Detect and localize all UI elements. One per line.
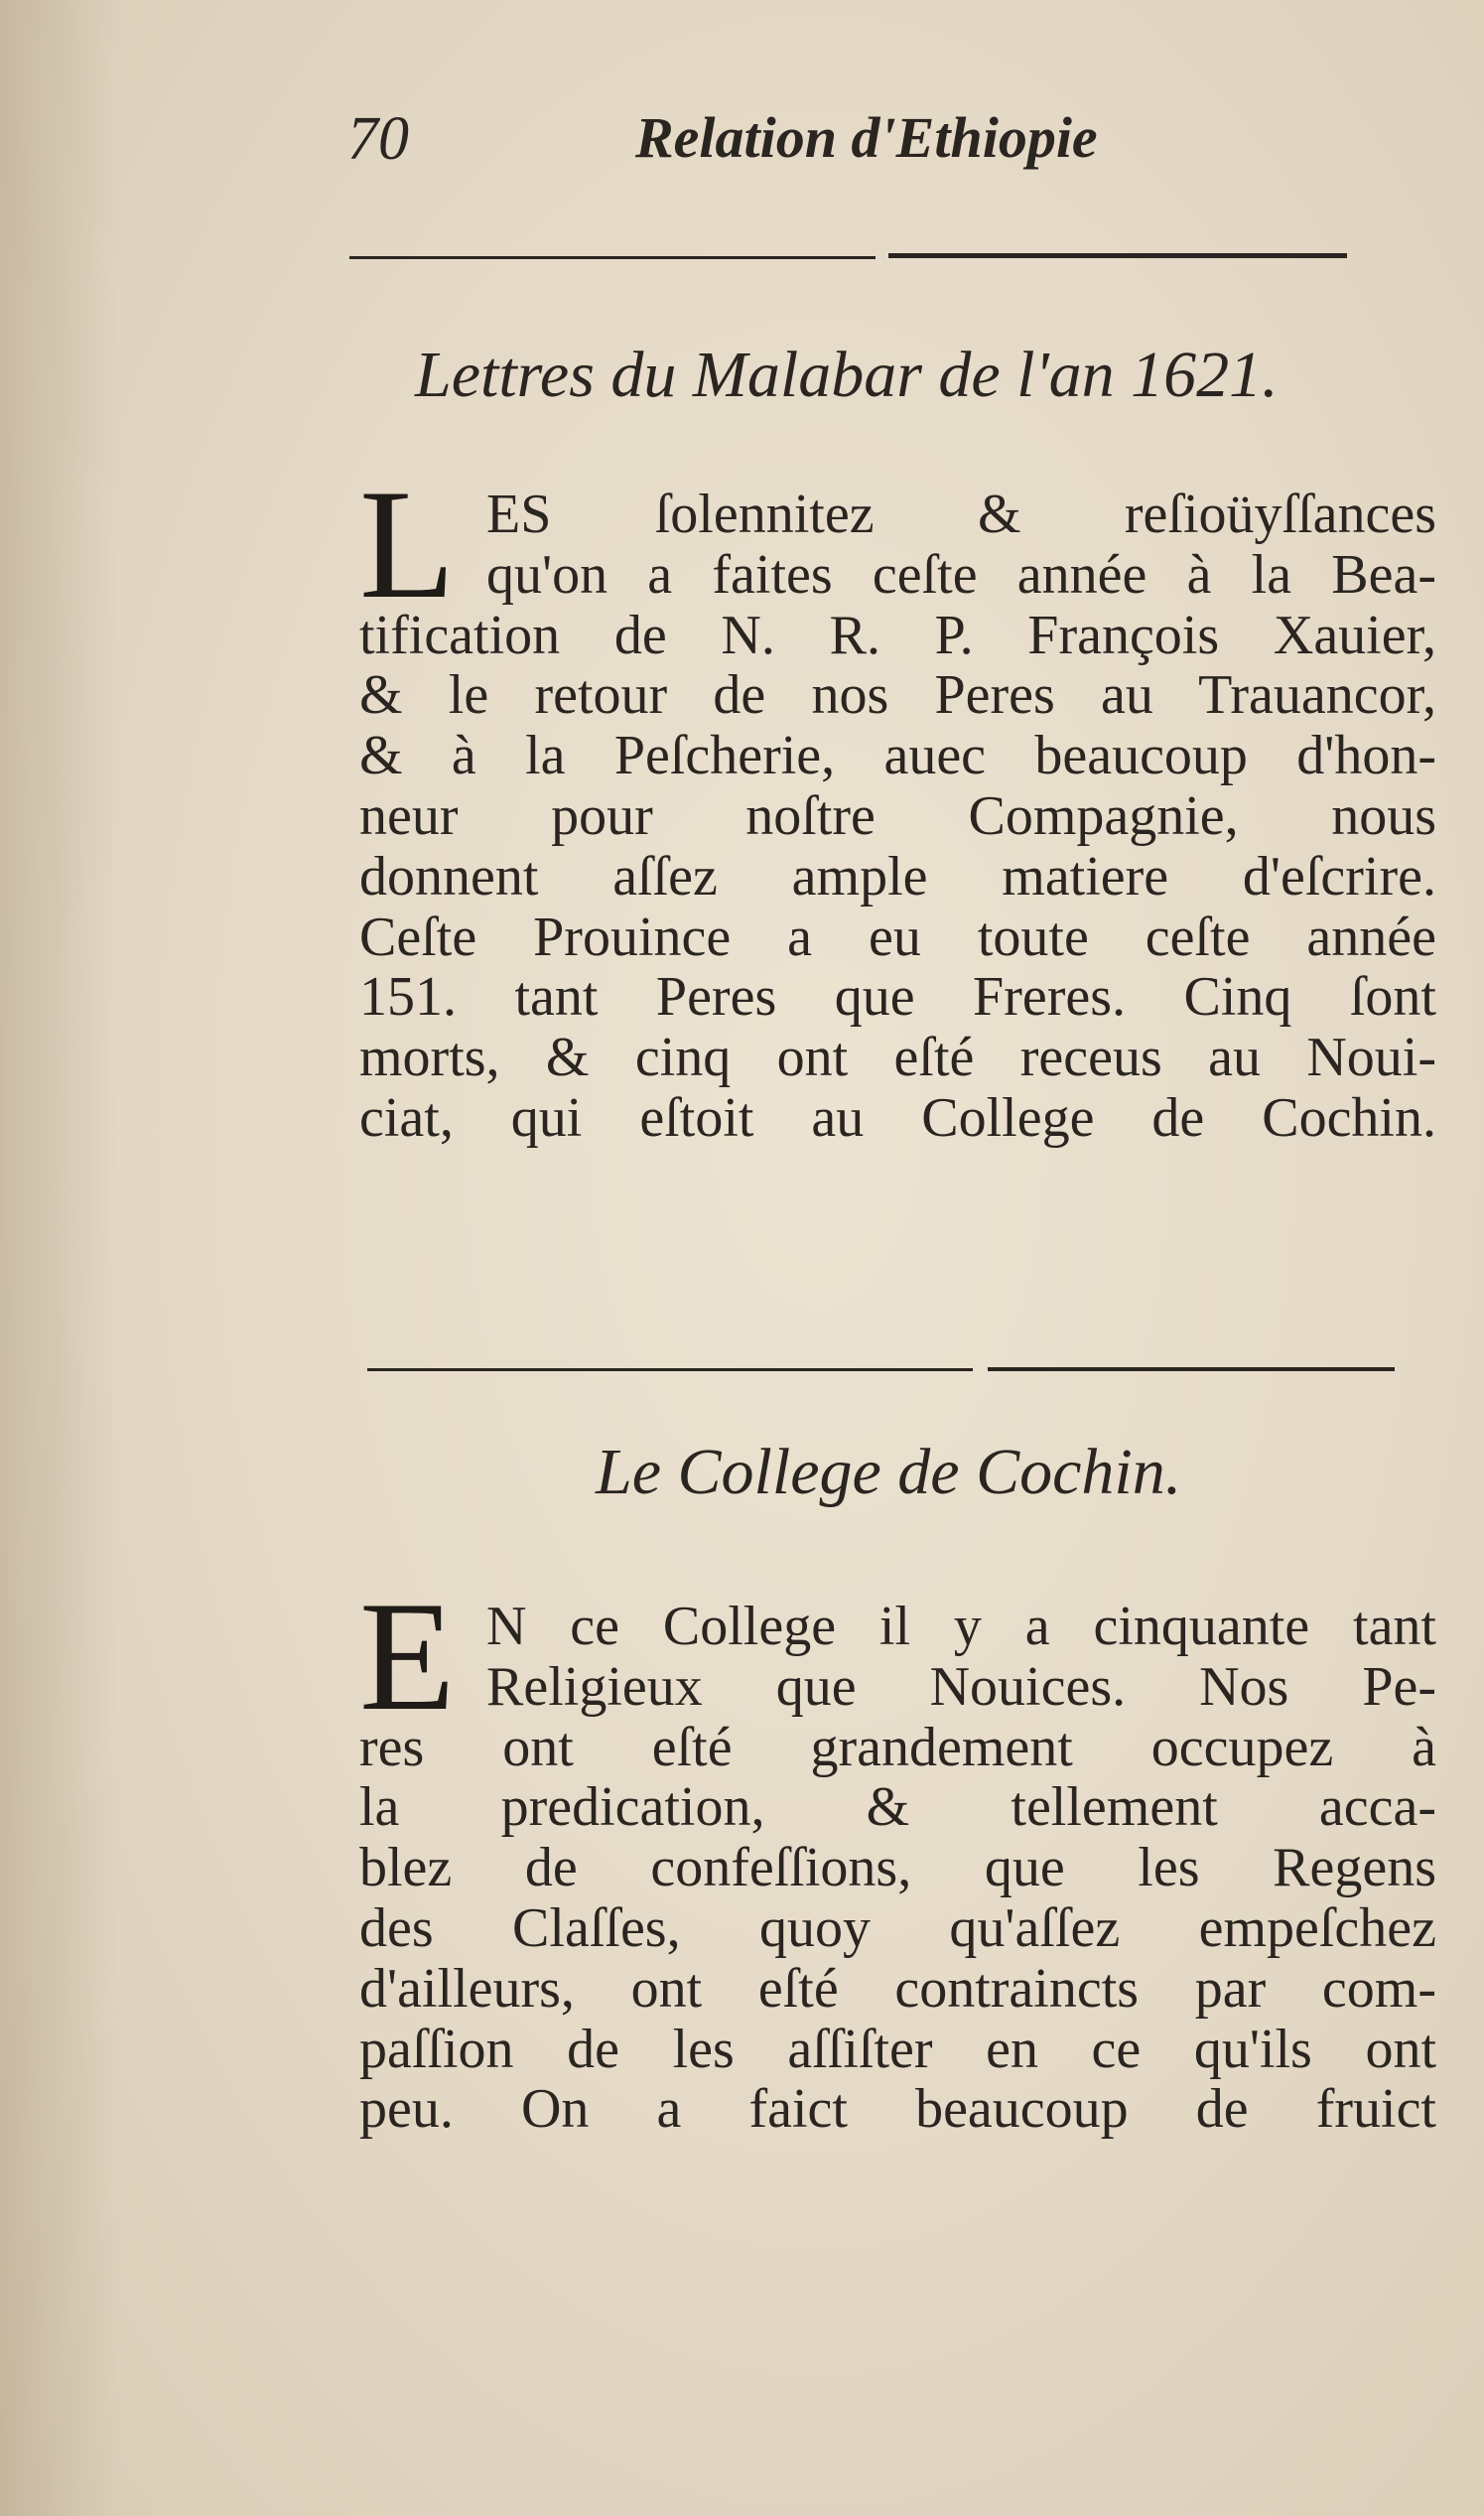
text-line: & à la Peſcherie, auec beaucoup d'hon- [359, 725, 1436, 787]
text-line: res ont eſté grandement occupez à [359, 1716, 1436, 1778]
drop-cap-l: L [359, 458, 456, 631]
text-line: qu'on a faites ceſte année à la Bea- [486, 543, 1436, 606]
text-line: ES ſolennitez & reſioüyſſances [486, 484, 1436, 545]
text-line: 151. tant Peres que Freres. Cinq ſont [359, 966, 1436, 1029]
text-line: ciat, qui eſtoit au College de Cochin. [359, 1086, 1436, 1149]
page-header [337, 104, 1390, 174]
text-line: peu. On a faict beaucoup de fruict [359, 2078, 1436, 2141]
page-number: 70 [347, 105, 409, 173]
text-line: d'ailleurs, ont eſté contraincts par com- [359, 1957, 1436, 2020]
header-rule-left [349, 256, 876, 259]
section-title-malabar: Lettres du Malabar de l'an 1621. [415, 339, 1279, 411]
text-line: donnent aſſez ample matiere d'eſcrire. [359, 845, 1436, 908]
paragraph-cochin [359, 1597, 1436, 2140]
text-line: Religieux que Nouices. Nos Pe- [486, 1655, 1436, 1718]
section-rule-left [367, 1368, 973, 1371]
section-title-cochin: Le College de Cochin. [596, 1436, 1182, 1508]
paragraph-malabar [359, 485, 1436, 1149]
header-rule-right [888, 253, 1347, 258]
text-line: blez de confeſſions, que les Regens [359, 1837, 1436, 1899]
text-line: la predication, & tellement acca- [359, 1776, 1436, 1839]
text-line: paſſion de les aſſiſter en ce qu'ils ont [359, 2018, 1436, 2080]
text-line: tification de N. R. P. François Xauier, [359, 604, 1436, 666]
text-line: N ce College il y a cinquante tant [486, 1596, 1436, 1657]
running-title: Relation d'Ethiopie [635, 105, 1098, 170]
drop-cap-e: E [359, 1570, 456, 1744]
text-line: des Claſſes, quoy qu'aſſez empeſchez [359, 1896, 1436, 1959]
text-line: neur pour noſtre Compagnie, nous [359, 784, 1436, 847]
text-line: morts, & cinq ont eſté receus au Noui- [359, 1027, 1436, 1089]
section-rule-right [988, 1367, 1395, 1371]
text-line: Ceſte Prouince a eu toute ceſte année [359, 906, 1436, 968]
text-line: & le retour de nos Peres au Trauancor, [359, 664, 1436, 727]
